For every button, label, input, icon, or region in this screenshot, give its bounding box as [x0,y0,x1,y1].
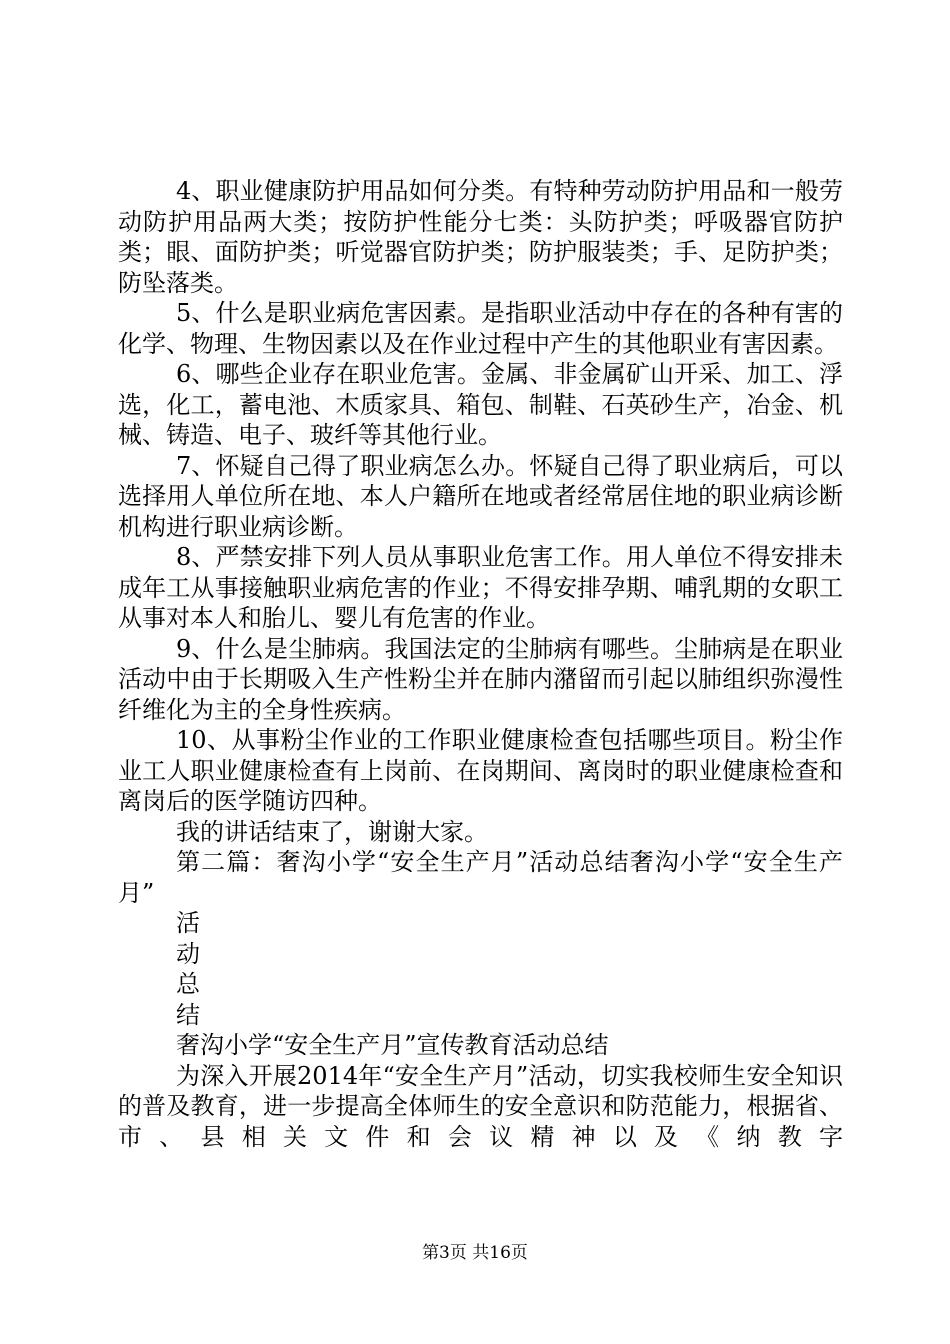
title-char-2: 动 [176,939,200,968]
paragraph-item-7: 7、怀疑自己得了职业病怎么办。怀疑自己得了职业病后，可以选择用人单位所在地、本人户籍所在地或者经常居住地的职业病诊断机构进行职业病诊断。 [118,451,843,541]
intro-paragraph: 为深入开展2014年“安全生产月”活动，切实我校师生安全知识的普及教育，进一步提高全体师生的安全意识和防范能力，根据省、市、县相关文件和会议精神以及《纳教字 [118,1061,843,1151]
paragraph-item-6: 6、哪些企业存在职业危害。金属、非金属矿山开采、加工、浮选，化工，蓄电池、木质家具、箱包、制鞋、石英砂生产，冶金、机械、铸造、电子、玻纤等其他行业。 [118,360,843,449]
title-char-3: 总 [176,970,200,998]
closing-remark: 我的讲话结束了，谢谢大家。 [176,817,488,846]
paragraph-item-5: 5、什么是职业病危害因素。是指职业活动中存在的各种有害的化学、物理、生物因素以及在作业过程中产生的其他职业有害因素。 [118,299,843,358]
title-char-1: 活 [176,909,200,937]
page-number-label: 第3页 共16页 [422,1243,528,1263]
document-body [118,176,843,1152]
document-subtitle: 奢沟小学“安全生产月”宣传教育活动总结 [176,1031,609,1059]
paragraph-item-10: 10、从事粉尘作业的工作职业健康检查包括哪些项目。粉尘作业工人职业健康检查有上岗前、在岗期间、离岗时的职业健康检查和离岗后的医学随访四种。 [118,726,843,815]
paragraph-item-8: 8、严禁安排下列人员从事职业危害工作。用人单位不得安排未成年工从事接触职业病危害的作业；不得安排孕期、哺乳期的女职工从事对本人和胎儿、婴儿有危害的作业。 [118,543,843,632]
section-heading: 第二篇：奢沟小学“安全生产月”活动总结奢沟小学“安全生产月” [118,848,843,907]
paragraph-item-9: 9、什么是尘肺病。我国法定的尘肺病有哪些。尘肺病是在职业活动中由于长期吸入生产性粉尘并在肺内潴留而引起以肺组织弥漫性纤维化为主的全身性疾病。 [118,634,843,724]
paragraph-item-4: 4、职业健康防护用品如何分类。有特种劳动防护用品和一般劳动防护用品两大类；按防护性能分七类：头防护类；呼吸器官防护类；眼、面防护类；听觉器官防护类；防护服装类；手、足防护类；防坠落类。 [118,177,843,297]
page-footer [0,1241,950,1265]
title-char-4: 结 [176,1000,200,1029]
